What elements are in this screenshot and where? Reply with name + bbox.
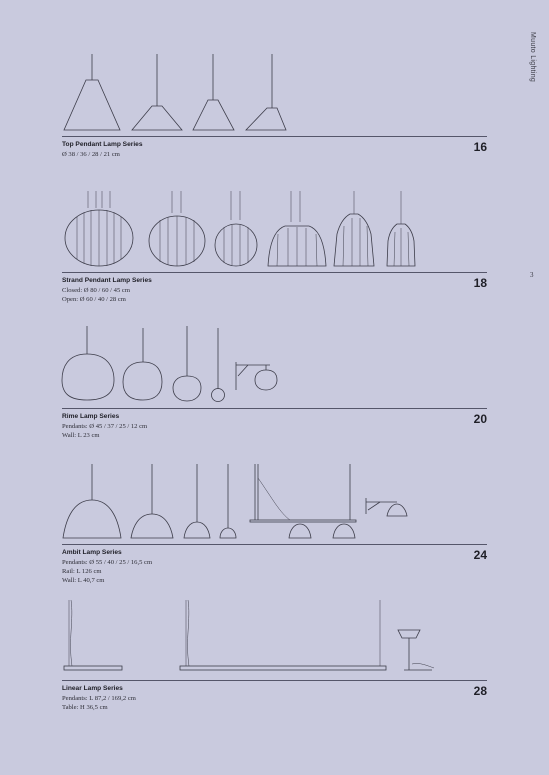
spec-line: Closed: Ø 80 / 60 / 45 cm [62, 287, 130, 294]
divider [62, 408, 487, 409]
section-page-number: 20 [473, 412, 487, 426]
section-linear [62, 594, 487, 724]
spec-line: Wall: L 40,7 cm [62, 577, 105, 584]
section-page-number: 24 [473, 548, 487, 562]
section-page-number: 18 [473, 276, 487, 290]
section-strand-pendant [62, 186, 487, 306]
section-rime [62, 322, 487, 442]
page-number: 3 [530, 271, 534, 279]
section-title: Strand Pendant Lamp Series [62, 277, 152, 284]
spec-line: Ø 38 / 36 / 28 / 21 cm [62, 151, 120, 158]
spec-line: Table: H 36,5 cm [62, 704, 108, 711]
section-title: Rime Lamp Series [62, 413, 120, 420]
section-title: Top Pendant Lamp Series [62, 141, 143, 148]
brand-side-label: Muuto Lighting [529, 32, 536, 83]
divider [62, 272, 487, 273]
spec-line: Pendants: L 87,2 / 169,2 cm [62, 695, 136, 702]
spec-line: Pendants: Ø 55 / 40 / 25 / 16,5 cm [62, 559, 153, 566]
rime-illustration [62, 322, 487, 408]
section-top-pendant [62, 50, 487, 160]
top-pendant-illustration [62, 50, 487, 136]
spec-line: Rail: L 126 cm [62, 568, 102, 575]
section-ambit [62, 458, 487, 588]
section-title: Ambit Lamp Series [62, 549, 122, 556]
ambit-illustration [62, 458, 487, 544]
section-page-number: 28 [473, 684, 487, 698]
spec-line: Wall: L 23 cm [62, 432, 100, 439]
divider [62, 680, 487, 681]
section-title: Linear Lamp Series [62, 685, 123, 692]
spec-line: Pendants: Ø 45 / 37 / 25 / 12 cm [62, 423, 148, 430]
divider [62, 136, 487, 137]
spec-line: Open: Ø 60 / 40 / 28 cm [62, 296, 126, 303]
section-page-number: 16 [473, 140, 487, 154]
strand-pendant-illustration [62, 186, 487, 272]
divider [62, 544, 487, 545]
linear-illustration [62, 594, 487, 680]
